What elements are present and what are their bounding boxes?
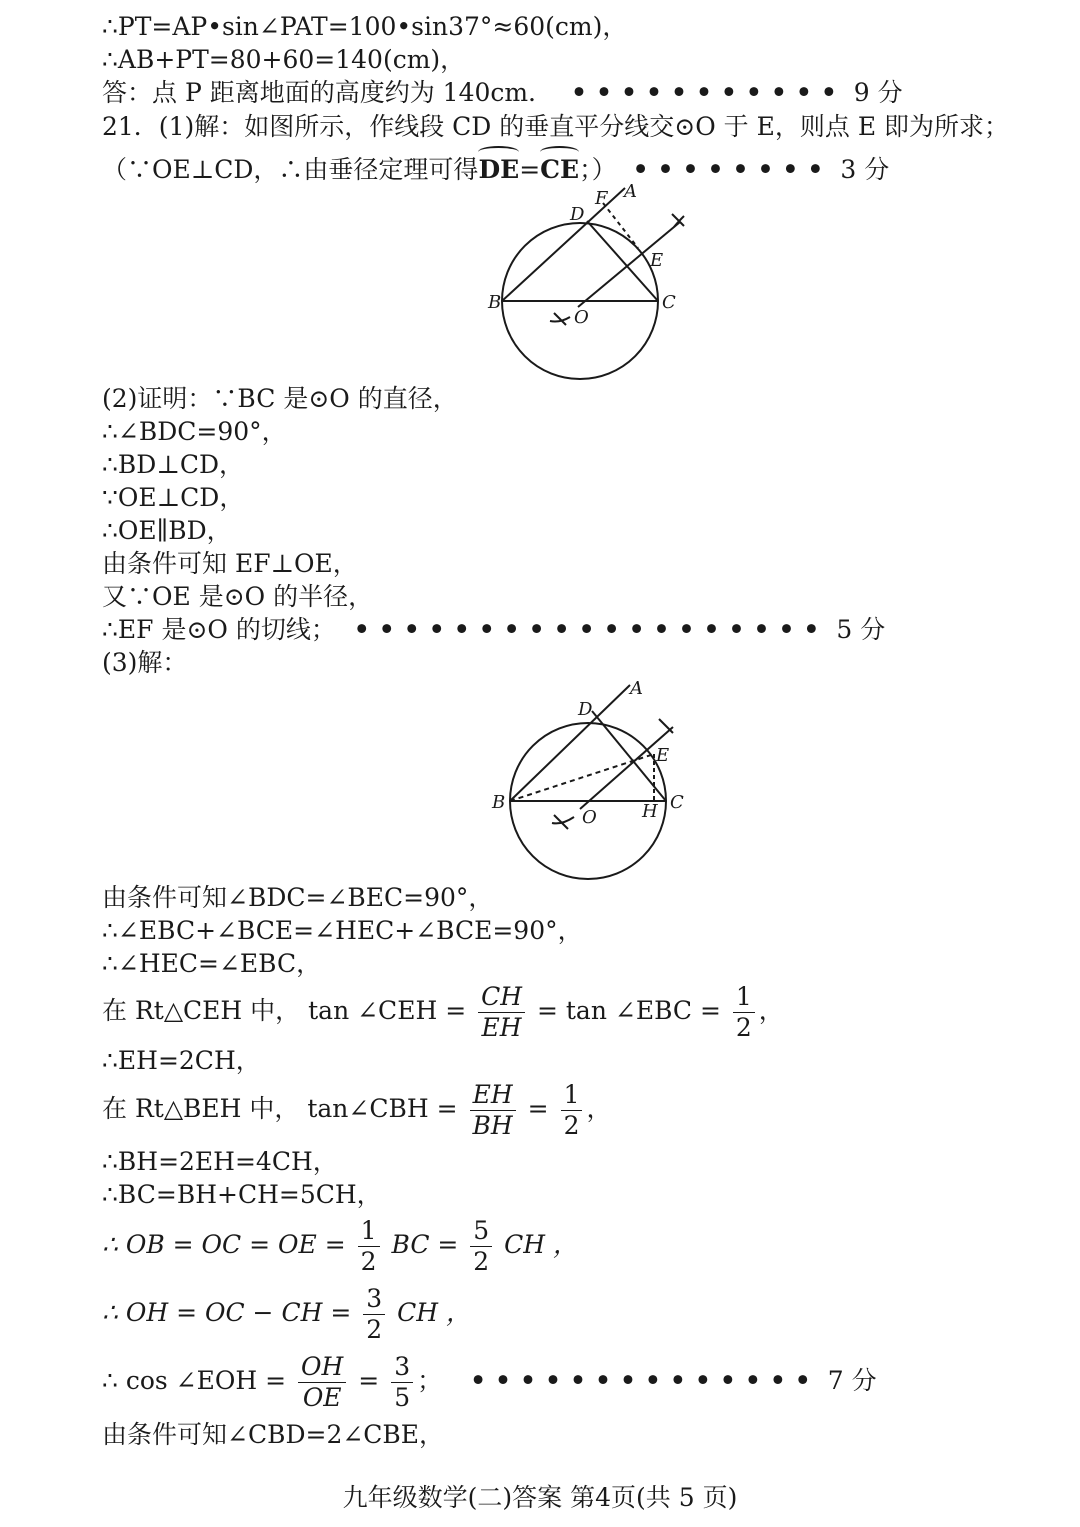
arc-de: DE <box>478 150 519 187</box>
formula-text: ， <box>758 996 784 1025</box>
label-c: C <box>662 292 676 313</box>
label-b: B <box>492 792 506 813</box>
fraction <box>733 982 755 1043</box>
label-d: D <box>578 699 593 720</box>
numerator: 1 <box>358 1216 380 1247</box>
formula-text: ∴ OH = OC − CH = <box>102 1298 352 1327</box>
solution-line: ∴BC=BH+CH=5CH， <box>102 1180 382 1209</box>
denominator: EH <box>481 1013 522 1042</box>
score-mark: 5 分 <box>836 615 886 644</box>
score-mark: 9 分 <box>853 78 903 107</box>
solution-line: ∴BH=2EH=4CH， <box>102 1147 338 1176</box>
numerator: OH <box>298 1352 346 1383</box>
fraction <box>363 1284 385 1345</box>
line-bd-to-a <box>510 685 630 801</box>
formula-text: CH ， <box>397 1298 471 1327</box>
arc-ce: CE <box>540 150 579 187</box>
score-mark: 3 分 <box>840 155 890 184</box>
proof-line: ∴OE∥BD， <box>102 516 232 545</box>
label-e: E <box>650 250 664 271</box>
fraction <box>470 1216 492 1277</box>
solution-line: ∴PT=AP•sin∠PAT=100•sin37°≈60(cm)， <box>102 12 628 41</box>
label-d: D <box>570 204 585 225</box>
fraction <box>478 982 525 1043</box>
proof-line: (2)证明：∵BC 是⊙O 的直径， <box>102 384 458 413</box>
denominator: BH <box>472 1111 513 1140</box>
proof-line: 由条件可知 EF⊥OE， <box>102 549 358 578</box>
formula-text: ∴ cos ∠EOH = <box>102 1366 287 1395</box>
fraction <box>470 1080 516 1141</box>
denominator: 5 <box>394 1383 411 1412</box>
label-b: B <box>488 292 502 313</box>
score-leader: •••••••••••••• <box>470 1366 820 1395</box>
proof-line: 又∵OE 是⊙O 的半径， <box>102 582 374 611</box>
formula-text: ∴ OB = OC = OE = <box>102 1230 346 1259</box>
proof-text: ∴EF 是⊙O 的切线； <box>102 615 336 644</box>
proof-line <box>102 613 885 647</box>
page-footer: 九年级数学(二)答案 第4页(共 5 页) <box>342 1483 738 1512</box>
numerator: 1 <box>561 1080 583 1111</box>
formula-text: = <box>527 1094 549 1123</box>
numerator: EH <box>470 1080 516 1111</box>
fraction <box>298 1352 346 1413</box>
formula-tan-cbh <box>102 1080 611 1141</box>
denominator: OE <box>302 1383 342 1412</box>
solution-line: ∴AB+PT=80+60=140(cm)， <box>102 45 466 74</box>
fraction <box>358 1216 380 1277</box>
formula-text: ， <box>586 1094 612 1123</box>
label-c: C <box>670 792 684 813</box>
label-e: E <box>656 745 670 766</box>
tangent-ef <box>603 203 638 248</box>
question-21-part1: 21．(1)解：如图所示，作线段 CD 的垂直平分线交⊙O 于 E，则点 E 即为所求； <box>102 112 1010 141</box>
formula-text: CH ， <box>504 1230 579 1259</box>
solution-line: 由条件可知∠CBD=2∠CBE， <box>102 1420 445 1449</box>
figure-1-circle-construction <box>470 180 710 385</box>
formula-text: = <box>358 1366 380 1395</box>
denominator: 2 <box>735 1013 752 1042</box>
denominator: 2 <box>563 1111 580 1140</box>
formula-text: BC = <box>391 1230 459 1259</box>
numerator: 1 <box>733 982 755 1013</box>
numerator: 5 <box>470 1216 492 1247</box>
formula-text: 在 Rt△CEH 中， tan ∠CEH = <box>102 996 467 1025</box>
formula-text: ； <box>417 1366 443 1395</box>
solution-line: 由条件可知∠BDC=∠BEC=90°， <box>102 883 494 912</box>
proof-line: ∴∠BDC=90°， <box>102 417 287 446</box>
numerator: 3 <box>363 1284 385 1315</box>
arc-mark-top <box>659 719 673 733</box>
label-f: F <box>595 188 608 209</box>
solution-line: ∴EH=2CH， <box>102 1046 261 1075</box>
score-leader: ••••••••••• <box>571 78 846 107</box>
reason-close: ；） <box>579 155 617 184</box>
proof-line: ∴BD⊥CD， <box>102 450 245 479</box>
arc-mark-bottom <box>550 313 570 325</box>
score-leader: •••••••• <box>632 155 833 184</box>
label-o: O <box>582 807 597 828</box>
formula-tan-ceh <box>102 982 784 1043</box>
answer-line <box>102 76 903 110</box>
solution-line: ∴∠EBC+∠BCE=∠HEC+∠BCE=90°， <box>102 916 583 945</box>
answer-text: 答：点 P 距离地面的高度约为 140cm． <box>102 78 554 107</box>
fraction <box>391 1352 413 1413</box>
fraction <box>561 1080 583 1141</box>
label-a: A <box>624 181 637 202</box>
equals-sign: = <box>519 155 541 184</box>
score-mark: 7 分 <box>827 1366 877 1395</box>
segment-be <box>510 754 654 801</box>
numerator: 3 <box>391 1352 413 1383</box>
proof-line: ∵OE⊥CD， <box>102 483 245 512</box>
arc-mark-bottom <box>552 815 574 829</box>
formula-ob <box>102 1216 578 1277</box>
denominator: 2 <box>366 1315 383 1344</box>
denominator: 2 <box>473 1247 490 1276</box>
formula-text: 在 Rt△BEH 中， tan∠CBH = <box>102 1094 458 1123</box>
formula-text: = tan ∠EBC = <box>536 996 721 1025</box>
part3-heading: (3)解： <box>102 648 188 677</box>
formula-oh <box>102 1284 471 1345</box>
label-a: A <box>630 678 643 699</box>
arc-mark-top <box>672 214 684 227</box>
numerator: CH <box>478 982 525 1013</box>
figure-2-circle-construction <box>478 675 708 885</box>
formula-cos-eoh <box>102 1352 877 1413</box>
score-leader: ••••••••••••••••••• <box>353 615 829 644</box>
reason-text: （∵OE⊥CD，∴由垂径定理可得 <box>102 155 479 184</box>
label-h: H <box>642 801 658 822</box>
denominator: 2 <box>360 1247 377 1276</box>
solution-line: ∴∠HEC=∠EBC， <box>102 949 322 978</box>
label-o: O <box>574 307 589 328</box>
